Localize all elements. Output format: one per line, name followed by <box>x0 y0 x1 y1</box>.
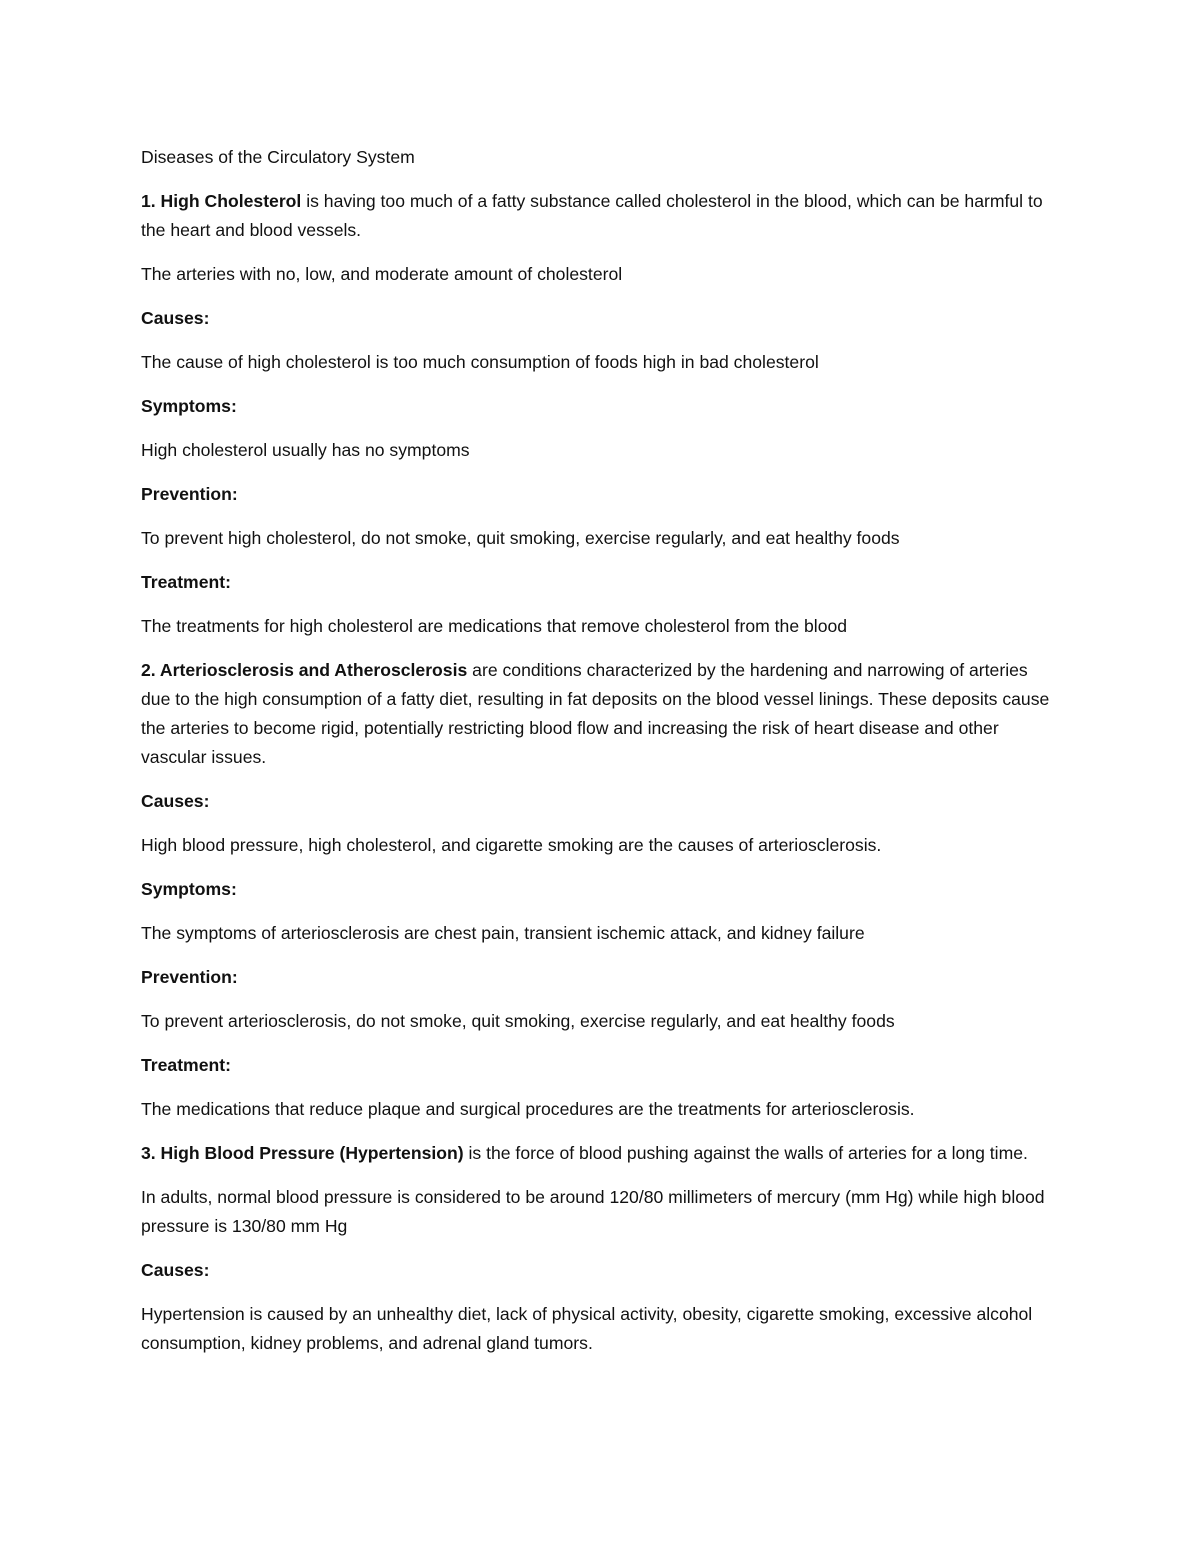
prevention-text: To prevent arteriosclerosis, do not smoke, quit smoking, exercise regularly, and eat healthy foods <box>141 1011 895 1031</box>
section-note: In adults, normal blood pressure is considered to be around 120/80 millimeters of mercury (mm Hg) while high blood pressure is 130/80 mm Hg <box>141 1187 1045 1236</box>
symptoms-text: The symptoms of arteriosclerosis are chest pain, transient ischemic attack, and kidney failure <box>141 923 865 943</box>
treatment-text: The medications that reduce plaque and surgical procedures are the treatments for arteriosclerosis. <box>141 1099 915 1119</box>
section-note: The arteries with no, low, and moderate amount of cholesterol <box>141 264 623 284</box>
section-heading: 3. High Blood Pressure (Hypertension) <box>141 1143 464 1163</box>
treatment-text: The treatments for high cholesterol are medications that remove cholesterol from the blood <box>141 616 848 636</box>
section-intro <box>141 187 1061 245</box>
document-body <box>141 143 1061 1373</box>
treatment-label: Treatment: <box>141 572 231 592</box>
section-intro <box>141 1139 1061 1168</box>
causes-text: Hypertension is caused by an unhealthy diet, lack of physical activity, obesity, cigarette smoking, excessive alcohol consumption, kidney problems, and adrenal gland tumors. <box>141 1304 1033 1353</box>
section-intro-text: is the force of blood pushing against the walls of arteries for a long time. <box>463 1143 1028 1163</box>
causes-text: The cause of high cholesterol is too much consumption of foods high in bad cholesterol <box>141 352 819 372</box>
section-intro-text: are conditions characterized by the hardening and narrowing of arteries due to the high consumption of a fatty diet, resulting in fat deposits on the blood vessel linings. These deposits cause the arteries to become rigid, potentially restricting blood flow and increasing the risk of heart disease and other vascular issues. <box>141 660 1050 767</box>
treatment-label: Treatment: <box>141 1055 231 1075</box>
causes-label: Causes: <box>141 791 210 811</box>
prevention-label: Prevention: <box>141 484 238 504</box>
symptoms-text: High cholesterol usually has no symptoms <box>141 440 470 460</box>
section-heading: 2. Arteriosclerosis and Atherosclerosis <box>141 660 468 680</box>
symptoms-label: Symptoms: <box>141 879 237 899</box>
causes-label: Causes: <box>141 1260 210 1280</box>
prevention-text: To prevent high cholesterol, do not smoke, quit smoking, exercise regularly, and eat healthy foods <box>141 528 900 548</box>
section-intro-text: is having too much of a fatty substance called cholesterol in the blood, which can be harmful to the heart and blood vessels. <box>141 191 1043 240</box>
section-heading: 1. High Cholesterol <box>141 191 302 211</box>
section-intro <box>141 656 1061 772</box>
causes-label: Causes: <box>141 308 210 328</box>
symptoms-label: Symptoms: <box>141 396 237 416</box>
document-title: Diseases of the Circulatory System <box>141 147 415 167</box>
causes-text: High blood pressure, high cholesterol, and cigarette smoking are the causes of arteriosclerosis. <box>141 835 882 855</box>
prevention-label: Prevention: <box>141 967 238 987</box>
